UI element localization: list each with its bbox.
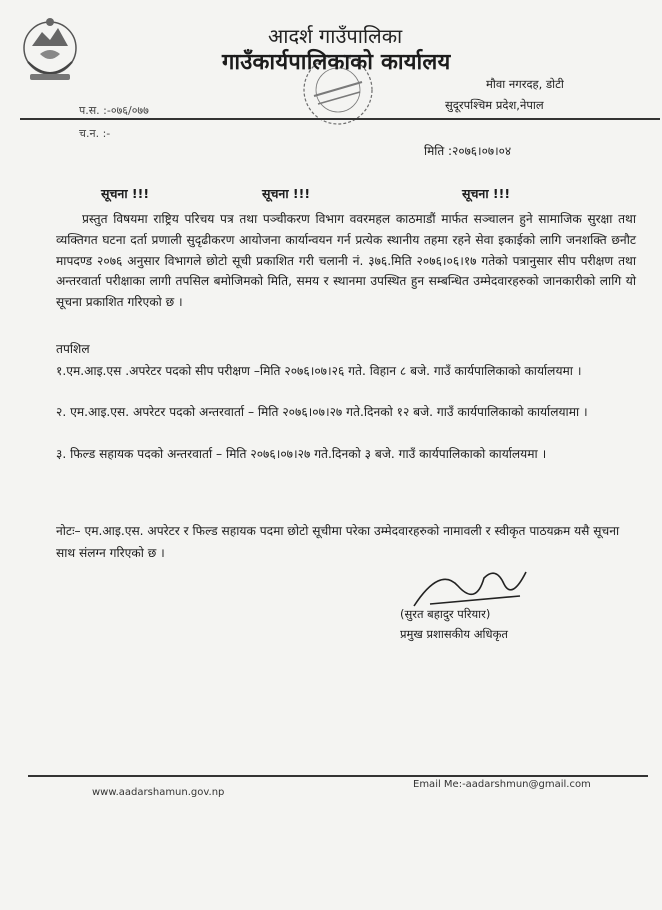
tapasil-label: तपशिल xyxy=(56,342,90,356)
schedule-item: २. एम.आइ.एस. अपरेटर पदको अन्तरवार्ता – मिति २०७६।०७।२७ गते.दिनको १२ बजे. गाउँ कार्यपालिकाको कार्यालयामा । xyxy=(56,405,588,419)
website-link[interactable]: www.aadarshamun.gov.np xyxy=(92,787,225,798)
schedule-item: ३. फिल्ड सहायक पदको अन्तरवार्ता – मिति २०७६।०७।२७ गते.दिनको ३ बजे. गाउँ कार्यपालिकाको कार्यालयमा । xyxy=(56,447,547,461)
nepal-emblem-icon xyxy=(20,14,80,90)
header-divider xyxy=(20,118,660,120)
notice-note: नोटः– एम.आइ.एस. अपरेटर र फिल्ड सहायक पदमा छोटो सूचीमा परेका उम्मेदवारहरुको नामावली र स्वीकृत पाठयक्रम यसै सूचना साथ संलग्न गरिएको छ । xyxy=(56,524,620,560)
office-name: आदर्श गाउँपालिका xyxy=(268,24,403,48)
schedule-item: १.एम.आइ.एस .अपरेटर पदको सीप परीक्षण –मिति २०७६।०७।२६ गते. विहान ८ बजे. गाउँ कार्यपालिकाको कार्यालयमा । xyxy=(56,364,582,378)
office-title: गाउँकार्यपालिकाको कार्यालय xyxy=(222,50,451,75)
address-line-1: मौवा नगरदह, डोटी xyxy=(486,77,564,91)
notice-label: सूचना !!! xyxy=(262,186,311,201)
notice-body: प्रस्तुत विषयमा राष्ट्रिय परिचय पत्र तथा पञ्चीकरण विभाग ववरमहल काठमाडौं मार्फत सञ्चालन हुने सामाजिक सुरक्षा तथा व्यक्तिगत घटना दर्ता प्रणाली सुदृढीकरण आयोजना कार्यान्वयन गर्न प्रत्येक स्थानीय तहमा रहने सेवा इकाईको लागि जनशक्ति छनौट मापदण्ड २०७६ अनुसार विभागले छोटो सूची प्रकाशित गरी चलानी नं. ३७६.मिति २०७६।०६।१७ गतेको पत्रानुसार सीप परीक्षण तथा अन्तरवार्ता परीक्षाका लागी तपसिल बमोजिमको मिति, समय र स्थानमा उपस्थित हुन सम्बन्धित उम्मेदवारहरुको जानकारीको लागि यो सूचना प्रकाशित गरिएको छ । xyxy=(56,212,636,310)
patra-sankhya: प.स. :-०७६/०७७ xyxy=(79,104,149,117)
signatory-designation: प्रमुख प्रशासकीय अधिकृत xyxy=(400,627,508,641)
email-contact[interactable]: Email Me:-aadarshmun@gmail.com xyxy=(413,779,591,790)
address-line-2: सुदूरपश्चिम प्रदेश,नेपाल xyxy=(445,98,544,112)
notice-label: सूचना !!! xyxy=(462,186,511,201)
signatory-name: (सुरत बहादुर परियार) xyxy=(400,607,491,621)
footer-divider xyxy=(28,775,648,777)
notice-date: मिति :२०७६।०७।०४ xyxy=(424,144,512,158)
notice-label: सूचना !!! xyxy=(101,186,150,201)
chalani-number: च.न. :- xyxy=(79,127,111,140)
